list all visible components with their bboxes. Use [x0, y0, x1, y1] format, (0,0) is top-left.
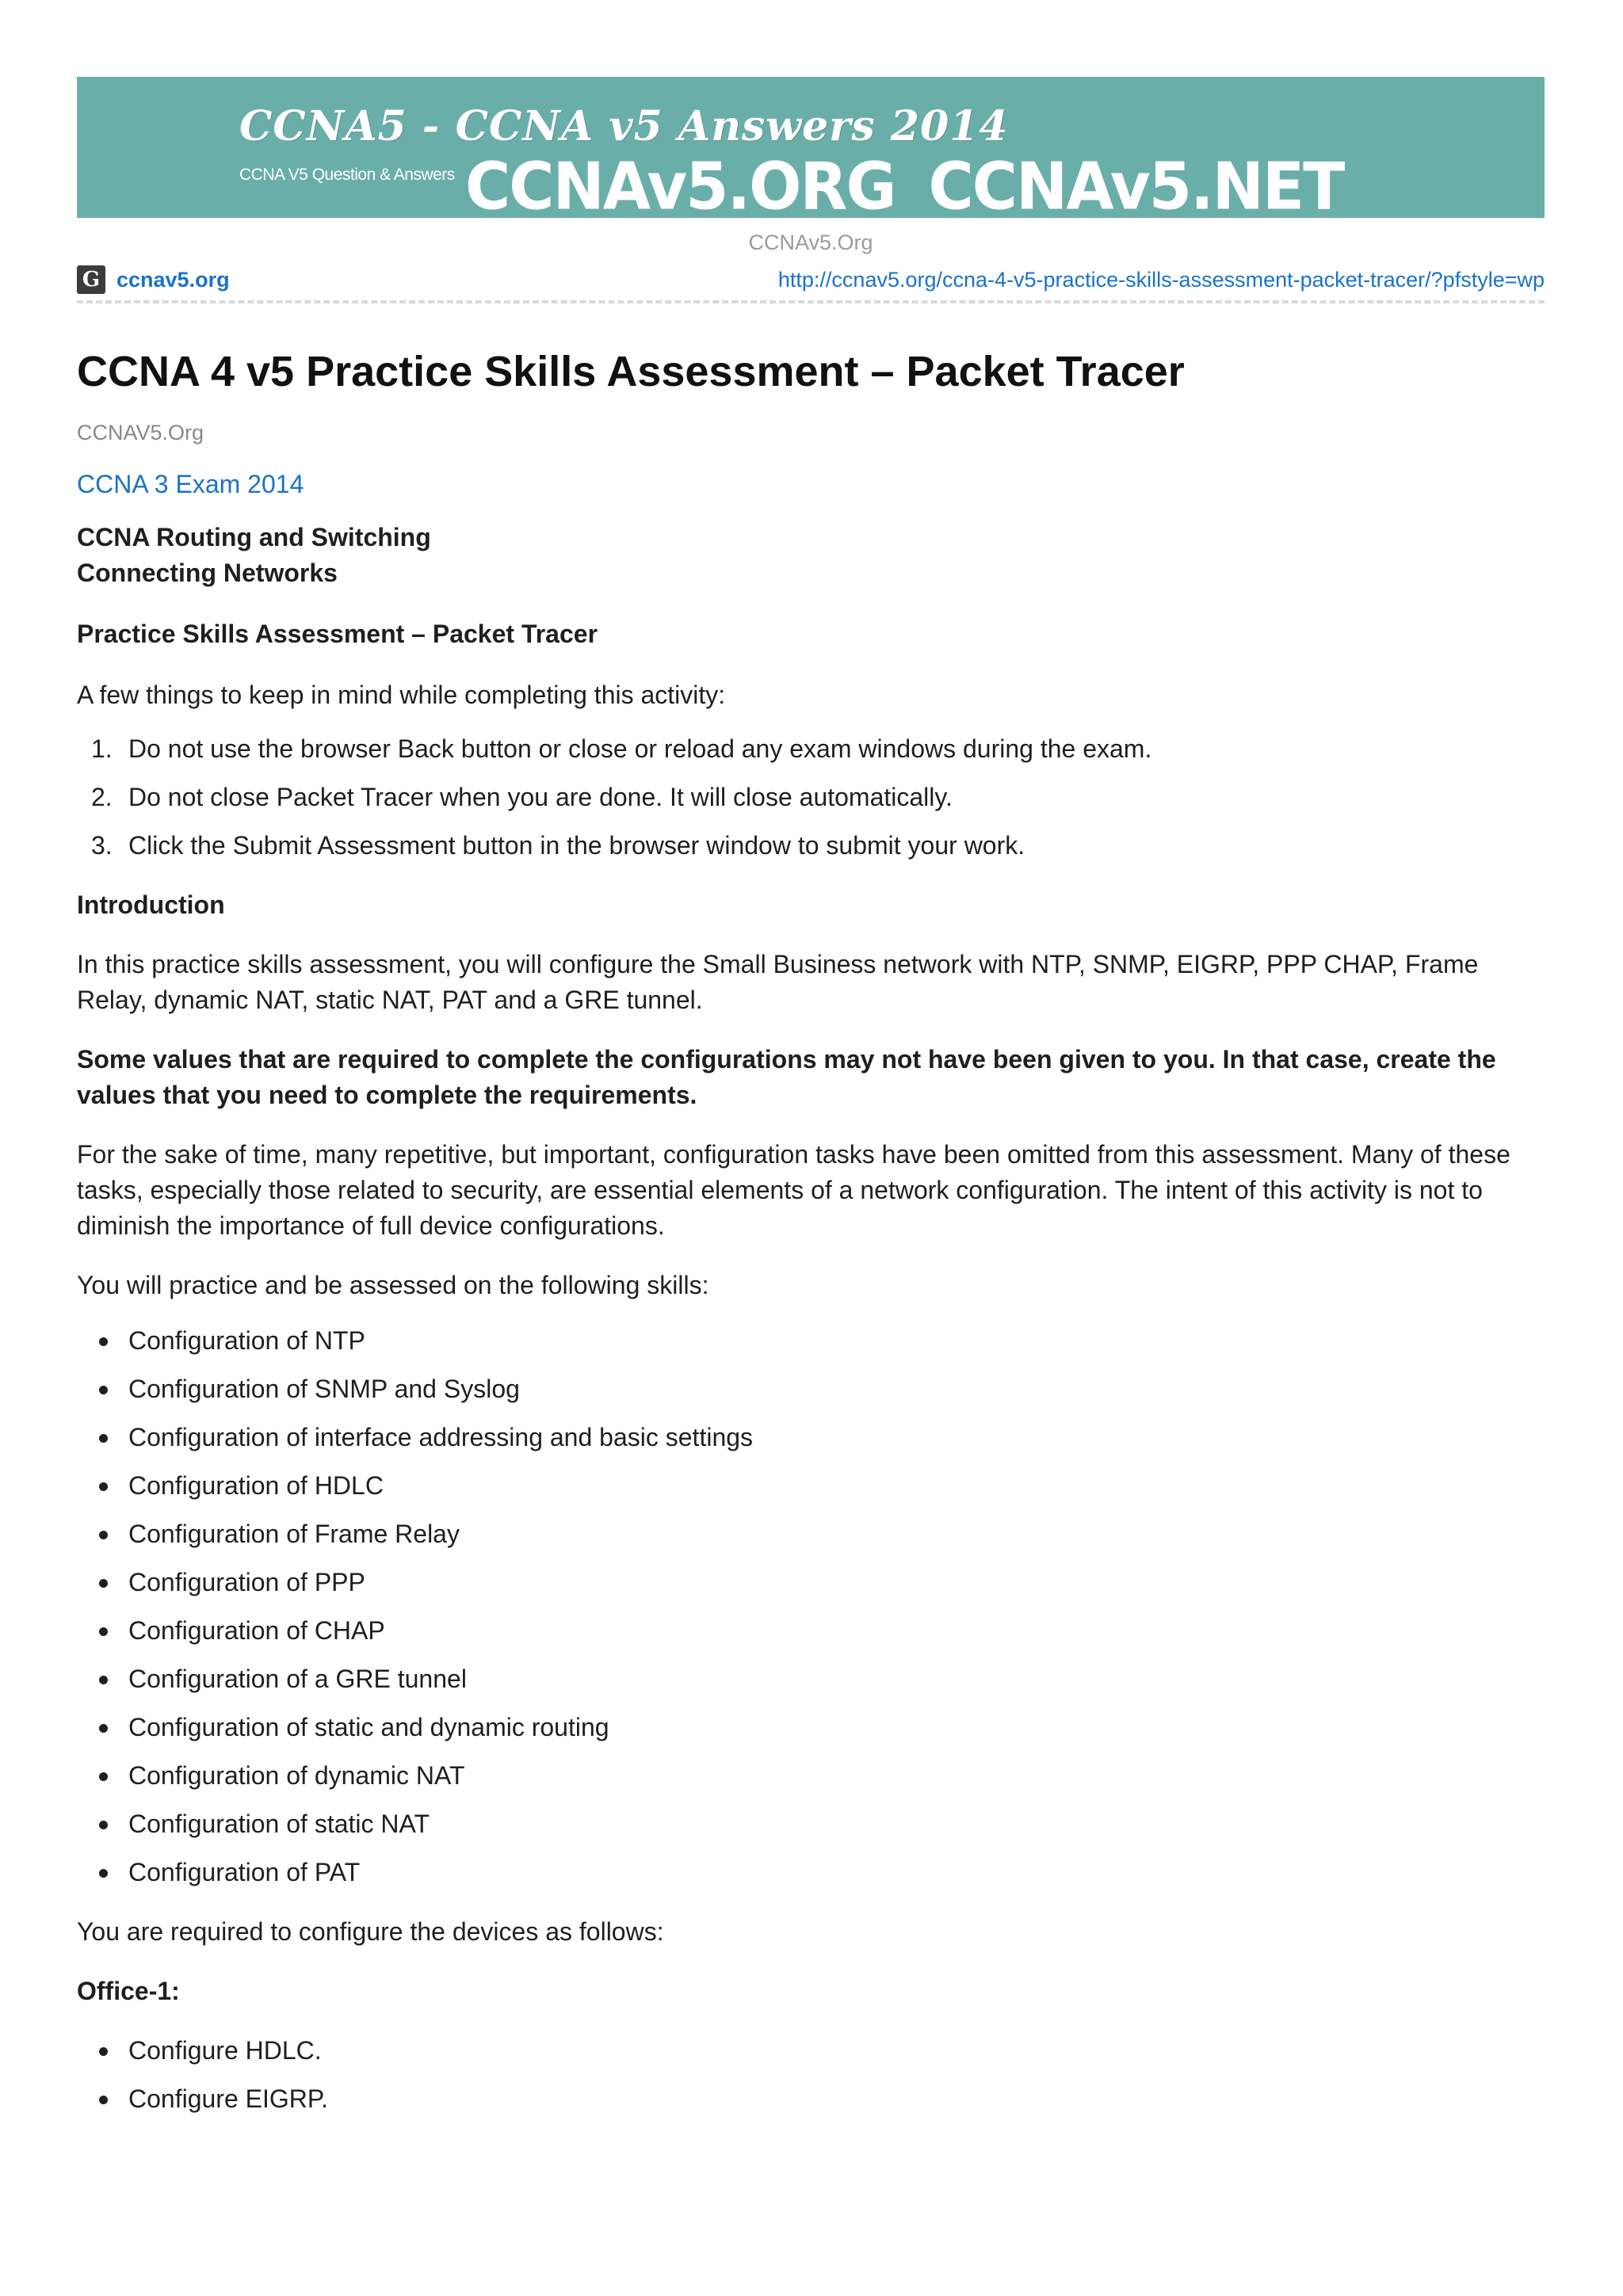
bullet-icon	[99, 1434, 108, 1443]
list-item	[77, 1565, 1545, 1600]
introduction-heading: Introduction	[77, 891, 225, 919]
assessment-subtitle: Practice Skills Assessment – Packet Tracer	[77, 620, 598, 648]
bullet-icon	[99, 1821, 108, 1829]
skills-list	[77, 1323, 1545, 1890]
skills-intro: You will practice and be assessed on the following skills:	[77, 1271, 709, 1299]
devices-intro: You are required to configure the devices as follows:	[77, 1917, 664, 1946]
bullet-icon	[99, 1531, 108, 1539]
page	[77, 77, 1545, 2130]
keep-in-mind-text: A few things to keep in mind while completing this activity:	[77, 681, 726, 709]
source-site-link[interactable]: ccnav5.org	[116, 268, 230, 292]
list-item	[77, 828, 1545, 864]
skill-text: Configuration of interface addressing and basic settings	[128, 1423, 754, 1451]
office-item-text: Configure EIGRP.	[128, 2084, 328, 2113]
site-banner[interactable]	[77, 77, 1545, 218]
skill-text: Configuration of SNMP and Syslog	[128, 1375, 520, 1403]
list-item	[77, 1855, 1545, 1890]
skill-text: Configuration of static and dynamic routing	[128, 1713, 609, 1741]
byline: CCNAV5.Org	[77, 421, 204, 444]
skill-text: Configuration of NTP	[128, 1326, 365, 1355]
bullet-icon	[99, 1869, 108, 1878]
list-item	[77, 1468, 1545, 1504]
steps-list	[77, 731, 1545, 864]
course-line-2: Connecting Networks	[77, 559, 338, 587]
step-number: 1.	[91, 734, 113, 763]
skill-text: Configuration of HDLC	[128, 1471, 384, 1500]
skill-text: Configuration of Frame Relay	[128, 1520, 460, 1548]
warning-text: Some values that are required to complete the configurations may not have been given to you. In that case, create the values that you need to complete the requirements.	[77, 1045, 1496, 1109]
list-item	[77, 1323, 1545, 1359]
banner-title: CCNA5 - CCNA v5 Answers 2014	[239, 102, 1009, 151]
bullet-icon	[99, 1627, 108, 1636]
bullet-icon	[99, 1772, 108, 1781]
bullet-icon	[99, 1337, 108, 1346]
exam-link[interactable]: CCNA 3 Exam 2014	[77, 470, 304, 498]
bullet-icon	[99, 1724, 108, 1733]
list-item	[77, 1758, 1545, 1794]
bullet-icon	[99, 1482, 108, 1491]
article-body	[77, 520, 1545, 2117]
time-note-text: For the sake of time, many repetitive, but important, configuration tasks have been omitted from this assessment. Many of these tasks, especially those related to security, are essential elements of a network configuration. The intent of this activity is not to diminish the importance of full device configurations.	[77, 1140, 1510, 1240]
bullet-icon	[99, 1579, 108, 1588]
list-item	[77, 2033, 1545, 2069]
banner-domain-net: CCNAv5.NET	[928, 150, 1344, 218]
step-text: Do not close Packet Tracer when you are done. It will close automatically.	[128, 783, 953, 811]
course-line-1: CCNA Routing and Switching	[77, 523, 431, 551]
office-item-text: Configure HDLC.	[128, 2036, 322, 2065]
step-text: Click the Submit Assessment button in the browser window to submit your work.	[128, 831, 1025, 860]
skill-text: Configuration of a GRE tunnel	[128, 1665, 467, 1693]
bullet-icon	[99, 2096, 108, 2104]
bullet-icon	[99, 1386, 108, 1394]
skill-text: Configuration of PAT	[128, 1858, 361, 1886]
list-item	[77, 1806, 1545, 1842]
introduction-text: In this practice skills assessment, you will configure the Small Business network with NTP, SNMP, EIGRP, PPP CHAP, Frame Relay, dynamic NAT, static NAT, PAT and a GRE tunnel.	[77, 950, 1479, 1014]
source-bar	[77, 265, 1545, 303]
page-title: CCNA 4 v5 Practice Skills Assessment – Packet Tracer	[77, 348, 1185, 395]
list-item	[77, 1371, 1545, 1407]
list-item	[77, 2081, 1545, 2117]
bullet-icon	[99, 1676, 108, 1684]
site-favicon-icon: G	[77, 265, 105, 294]
step-number: 2.	[91, 783, 113, 811]
list-item	[77, 780, 1545, 815]
office-1-list	[77, 2033, 1545, 2117]
list-item	[77, 1613, 1545, 1649]
office-1-heading: Office-1:	[77, 1977, 180, 2005]
skill-text: Configuration of PPP	[128, 1568, 365, 1596]
step-text: Do not use the browser Back button or close or reload any exam windows during the exam.	[128, 734, 1152, 763]
list-item	[77, 1661, 1545, 1697]
source-url-link[interactable]: http://ccnav5.org/ccna-4-v5-practice-skills-assessment-packet-tracer/?pfstyle=wp	[777, 268, 1545, 292]
banner-domains	[465, 150, 1377, 218]
banner-subtitle: CCNA V5 Question & Answers	[239, 166, 455, 184]
list-item	[77, 731, 1545, 767]
bullet-icon	[99, 2047, 108, 2056]
skill-text: Configuration of CHAP	[128, 1616, 385, 1645]
list-item	[77, 1710, 1545, 1745]
site-caption: CCNAv5.Org	[748, 231, 873, 254]
skill-text: Configuration of static NAT	[128, 1810, 430, 1838]
list-item	[77, 1420, 1545, 1455]
list-item	[77, 1516, 1545, 1552]
banner-domain-org: CCNAv5.ORG	[465, 150, 896, 218]
course-name	[77, 520, 1545, 591]
step-number: 3.	[91, 831, 113, 860]
skill-text: Configuration of dynamic NAT	[128, 1761, 465, 1790]
